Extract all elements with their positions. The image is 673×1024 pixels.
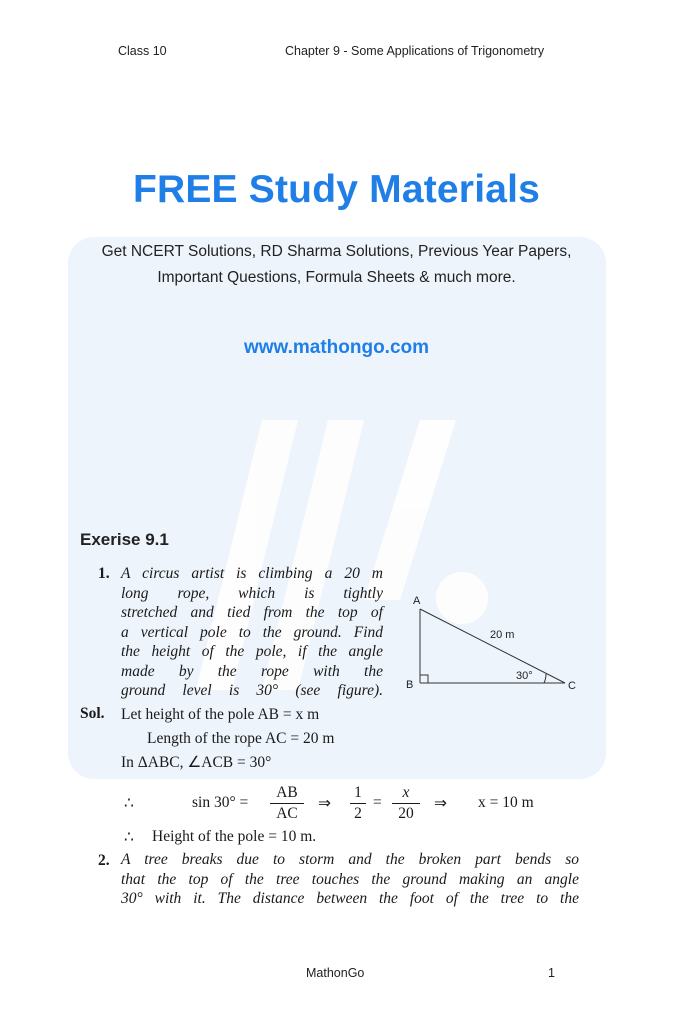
- question-2-line: 30° with it. The distance between the foot of the tree to the: [121, 890, 579, 907]
- question-1-line: ground level is 30° (see figure).: [121, 682, 383, 699]
- promo-url-link[interactable]: www.mathongo.com: [243, 337, 430, 358]
- implies-symbol: ⇒: [318, 795, 331, 812]
- vertex-b-label: B: [406, 679, 414, 691]
- page-number: 1: [548, 966, 555, 980]
- question-2-line: A tree breaks due to storm and the broken part bends so: [121, 851, 579, 868]
- fraction-3-bar: [392, 803, 420, 804]
- question-2-number: 2.: [98, 852, 110, 869]
- header-chapter: Chapter 9 - Some Applications of Trigonometry: [285, 44, 545, 58]
- solution-line-2: Length of the rope AC = 20 m: [147, 730, 335, 747]
- fraction-3-numerator: x: [402, 784, 410, 801]
- solution-line-1: Let height of the pole AB = x m: [121, 706, 320, 723]
- fraction-1-denominator: AC: [276, 805, 298, 822]
- fraction-2-bar: [350, 803, 366, 804]
- vertex-a-label: A: [413, 595, 421, 607]
- question-1-line: long rope, which is tightly: [121, 585, 383, 602]
- angle-arc: [544, 674, 546, 683]
- fraction-1-bar: [270, 803, 304, 804]
- solution-label: Sol.: [80, 705, 105, 722]
- solution-conclusion: Height of the pole = 10 m.: [152, 828, 317, 845]
- sin-expression: sin 30° =: [192, 794, 249, 811]
- question-1-line: stretched and tied from the top of: [121, 604, 383, 621]
- hypotenuse-label: 20 m: [490, 629, 515, 641]
- question-1-line: A circus artist is climbing a 20 m: [121, 565, 383, 582]
- question-1-line: the height of the pole, if the angle: [121, 643, 383, 660]
- angle-label: 30°: [516, 670, 533, 682]
- footer-brand: MathonGo: [306, 966, 365, 980]
- solution-line-3: In ΔABC, ∠ACB = 30°: [121, 754, 272, 771]
- fraction-1-numerator: AB: [276, 784, 298, 801]
- promo-line-1: Get NCERT Solutions, RD Sharma Solutions, Previous Year Papers,: [101, 243, 572, 260]
- question-1-line: a vertical pole to the ground. Find: [121, 624, 383, 641]
- promo-title: FREE Study Materials: [132, 168, 541, 211]
- side-ac: [420, 609, 565, 683]
- therefore-symbol-2: ∴: [124, 829, 134, 846]
- implies-symbol-2: ⇒: [434, 795, 447, 812]
- question-2-line: that the top of the tree touches the ground making an angle: [121, 871, 579, 888]
- fraction-2-denominator: 2: [354, 805, 362, 822]
- question-1-line: made by the rope with the: [121, 663, 383, 680]
- equals-symbol: =: [373, 794, 382, 811]
- result-expression: x = 10 m: [478, 794, 534, 811]
- promo-line-2: Important Questions, Formula Sheets & much more.: [157, 269, 516, 286]
- vertex-c-label: C: [568, 680, 576, 692]
- question-1-number: 1.: [98, 565, 110, 582]
- header-class: Class 10: [118, 44, 167, 58]
- right-angle-mark: [420, 675, 428, 683]
- therefore-symbol: ∴: [124, 795, 134, 812]
- exercise-title: Exerise 9.1: [80, 530, 169, 549]
- fraction-3-denominator: 20: [398, 805, 414, 822]
- fraction-2-numerator: 1: [354, 784, 362, 801]
